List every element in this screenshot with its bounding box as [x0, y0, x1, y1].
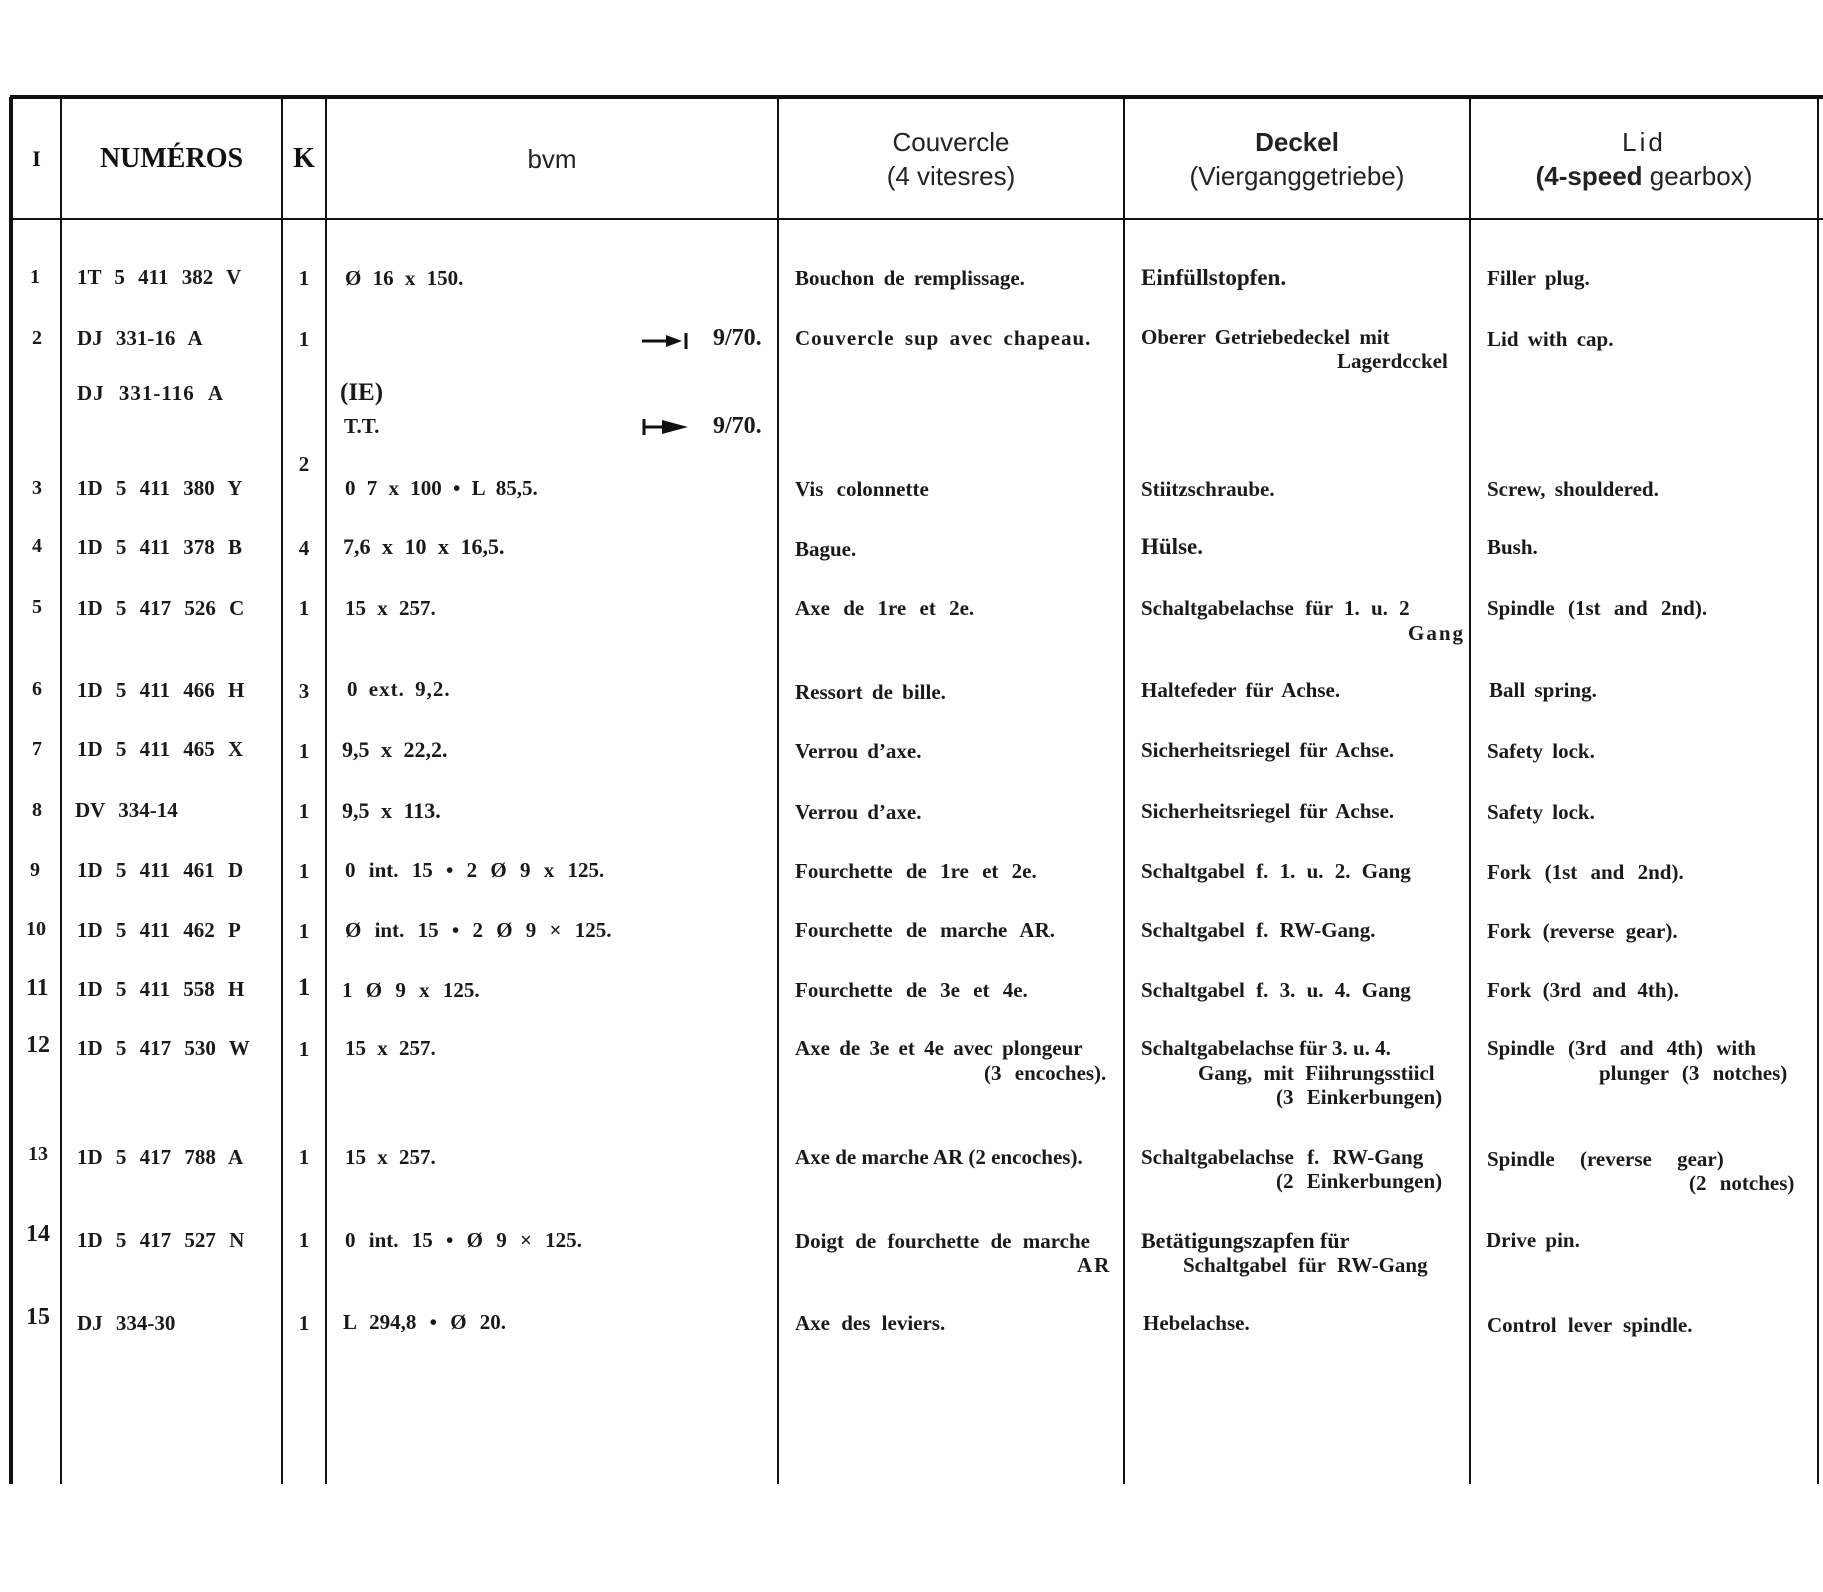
row-part-number: 1D 5 417 527 N — [77, 1228, 245, 1252]
row-desc-de: Betätigungszapfen für — [1141, 1228, 1350, 1253]
row-desc-de: Sicherheitsriegel für Achse. — [1141, 738, 1395, 762]
row-part-number: 1D 5 417 530 W — [77, 1036, 250, 1060]
row-desc-de: Einfüllstopfen. — [1141, 265, 1287, 290]
arrow-start-icon — [642, 419, 690, 440]
row-spec: 0 ext. 9,2. — [347, 677, 451, 701]
row-desc-fr: Fourchette de marche AR. — [795, 918, 1056, 942]
row-part-number: 1D 5 411 378 B — [77, 535, 243, 559]
row-spec: 1 Ø 9 x 125. — [342, 978, 480, 1002]
row-desc-fr: Axe des leviers. — [795, 1311, 946, 1335]
row-desc-fr: Vis colonnette — [795, 477, 929, 501]
arrow-date-label: 9/70. — [713, 325, 762, 351]
row-desc-de-line2: Gang — [1408, 621, 1466, 645]
row-desc-fr-line2: (3 encoches). — [984, 1061, 1107, 1085]
row-index: 6 — [32, 678, 42, 700]
row-desc-en: Spindle (reverse gear) — [1487, 1147, 1724, 1171]
row-index: 7 — [32, 738, 42, 760]
row-desc-de-line2: Lagerdcckel — [1337, 349, 1448, 373]
row-quantity: 1 — [298, 596, 310, 620]
col-divider — [60, 97, 62, 1484]
header-french-title: Couvercle — [892, 126, 1010, 157]
row-quantity: 1 — [298, 919, 310, 943]
row-part-number: 1D 5 417 788 A — [77, 1145, 244, 1169]
row-spec: 0 int. 15 • 2 Ø 9 x 125. — [345, 858, 605, 882]
header-french — [779, 99, 1123, 218]
row-quantity: 1 — [298, 1228, 310, 1252]
row-desc-de: Schaltgabel f. RW-Gang. — [1141, 918, 1376, 942]
row-index: 14 — [26, 1221, 50, 1247]
row-quantity: 1 — [297, 974, 311, 1001]
row-index: 1 — [30, 266, 40, 288]
header-english-title: Lid — [1622, 126, 1666, 157]
row-desc-fr: Fourchette de 1re et 2e. — [795, 859, 1037, 883]
arrow-stop-icon — [642, 333, 690, 354]
row-desc-fr: Bague. — [795, 537, 857, 561]
row-spec: Ø int. 15 • 2 Ø 9 × 125. — [345, 918, 612, 942]
row-part-number: 1D 5 411 558 H — [77, 977, 245, 1001]
row-part-number: DJ 331-116 A — [77, 381, 225, 405]
row-part-number: DJ 334-30 — [77, 1311, 176, 1335]
row-desc-fr: Axe de 3e et 4e avec plongeur — [795, 1036, 1083, 1060]
row-part-number: 1D 5 411 380 Y — [77, 476, 243, 500]
row-spec: 0 7 x 100 • L 85,5. — [345, 476, 538, 500]
row-part-number: DJ 331-16 A — [77, 326, 203, 350]
row-part-number: 1T 5 411 382 V — [77, 265, 242, 289]
header-english-sub-rest: gearbox) — [1649, 160, 1753, 191]
row-desc-fr: Verrou d’axe. — [795, 739, 922, 763]
row-quantity: 1 — [298, 327, 310, 351]
row-spec: 9,5 x 113. — [342, 798, 441, 823]
row-desc-de-line2: (2 Einkerbungen) — [1276, 1169, 1443, 1193]
row-desc-en: Fork (1st and 2nd). — [1487, 860, 1684, 884]
row-desc-en: Safety lock. — [1487, 800, 1595, 824]
row-desc-en-line2: plunger (3 notches) — [1599, 1061, 1788, 1085]
row-desc-de: Schaltgabelachse für 1. u. 2 — [1141, 596, 1410, 620]
row-desc-fr: Bouchon de remplissage. — [795, 266, 1025, 290]
row-index: 9 — [30, 859, 40, 881]
row-spec: (IE) — [340, 379, 384, 406]
row-desc-de: Schaltgabel f. 1. u. 2. Gang — [1141, 859, 1411, 883]
row-index: 3 — [32, 477, 42, 499]
header-numeros: NUMÉROS — [99, 142, 244, 174]
row-desc-de: Schaltgabel f. 3. u. 4. Gang — [1141, 978, 1411, 1002]
row-part-number: 1D 5 411 462 P — [77, 918, 241, 942]
row-quantity: 4 — [298, 536, 310, 560]
row-spec: 9,5 x 22,2. — [342, 737, 448, 762]
row-index: 12 — [26, 1032, 50, 1058]
header-english — [1471, 99, 1817, 218]
row-desc-fr: Ressort de bille. — [795, 680, 946, 704]
row-desc-fr: Axe de 1re et 2e. — [795, 596, 975, 620]
row-part-number: 1D 5 411 465 X — [77, 737, 244, 761]
header-german-sub: (Vierganggetriebe) — [1189, 160, 1405, 191]
row-desc-de-line3: (3 Einkerbungen) — [1276, 1085, 1443, 1109]
row-index: 5 — [32, 596, 42, 618]
row-desc-de: Hülse. — [1141, 534, 1203, 559]
header-french-sub: (4 vitesres) — [886, 160, 1016, 191]
col-divider — [1123, 97, 1125, 1484]
row-quantity: 1 — [298, 1037, 310, 1061]
row-desc-en: Fork (reverse gear). — [1487, 919, 1678, 943]
header-index: I — [32, 145, 41, 171]
row-desc-en: Control lever spindle. — [1487, 1313, 1693, 1337]
row-spec: 15 x 257. — [345, 1145, 436, 1169]
row-desc-de: Stiitzschraube. — [1141, 477, 1275, 501]
row-index: 11 — [26, 975, 49, 1001]
row-desc-de: Hebelachse. — [1143, 1311, 1250, 1335]
row-spec: 15 x 257. — [345, 1036, 436, 1060]
col-divider — [281, 97, 283, 1484]
header-k: K — [293, 142, 315, 174]
row-desc-fr: Verrou d’axe. — [795, 800, 922, 824]
row-spec: 0 int. 15 • Ø 9 × 125. — [345, 1228, 582, 1252]
row-index: 13 — [28, 1143, 48, 1165]
row-index: 10 — [26, 918, 46, 940]
col-divider — [1817, 97, 1819, 1484]
row-index: 15 — [26, 1304, 50, 1330]
row-desc-de: Schaltgabelachse f. RW-Gang — [1141, 1145, 1424, 1169]
row-quantity: 1 — [298, 1311, 310, 1335]
row-spec: Ø 16 x 150. — [345, 266, 464, 290]
row-desc-fr: Couvercle sup avec chapeau. — [795, 326, 1092, 350]
row-desc-de: Sicherheitsriegel für Achse. — [1141, 799, 1395, 823]
row-desc-en: Spindle (3rd and 4th) with — [1487, 1036, 1756, 1060]
row-desc-en: Filler plug. — [1487, 266, 1590, 290]
row-quantity: 2 — [298, 452, 310, 476]
header-english-sub-bold: (4-speed — [1535, 160, 1643, 191]
col-divider — [1469, 97, 1471, 1484]
row-index: 2 — [32, 327, 42, 349]
row-desc-fr: Axe de marche AR (2 encoches). — [795, 1145, 1083, 1169]
header-english-sub — [1536, 159, 1753, 193]
row-part-number: 1D 5 411 461 D — [77, 858, 244, 882]
header-rule — [12, 218, 1823, 220]
row-desc-en: Bush. — [1487, 535, 1538, 559]
row-quantity: 1 — [298, 859, 310, 883]
row-desc-de-line2: Gang, mit Fiihrungsstiicl — [1198, 1061, 1435, 1085]
row-desc-en: Safety lock. — [1487, 739, 1595, 763]
row-quantity: 1 — [298, 266, 310, 290]
row-spec: L 294,8 • Ø 20. — [343, 1310, 507, 1334]
row-desc-en-line2: (2 notches) — [1689, 1171, 1795, 1195]
row-quantity: 1 — [298, 799, 310, 823]
row-desc-de: Oberer Getriebedeckel mit — [1141, 325, 1390, 349]
row-spec: 7,6 x 10 x 16,5. — [343, 534, 505, 559]
row-desc-de: Schaltgabelachse für 3. u. 4. — [1141, 1036, 1391, 1060]
row-spec-line2: T.T. — [344, 414, 380, 438]
col-divider — [777, 97, 779, 1484]
row-quantity: 3 — [298, 679, 310, 703]
row-desc-en: Screw, shouldered. — [1487, 477, 1659, 501]
row-part-number: 1D 5 417 526 C — [77, 596, 245, 620]
header-german — [1125, 99, 1469, 218]
col-divider — [325, 97, 327, 1484]
arrow-date-label: 9/70. — [713, 413, 762, 439]
left-border — [9, 97, 13, 1484]
row-desc-en: Spindle (1st and 2nd). — [1487, 596, 1708, 620]
header-bvm: bvm — [527, 143, 577, 174]
row-desc-fr-line2: AR — [1077, 1253, 1112, 1277]
row-desc-en: Lid with cap. — [1487, 327, 1614, 351]
row-desc-en: Fork (3rd and 4th). — [1487, 978, 1679, 1002]
row-index: 4 — [32, 535, 42, 557]
row-part-number: DV 334-14 — [75, 798, 178, 822]
row-quantity: 1 — [298, 739, 310, 763]
row-desc-fr: Doigt de fourchette de marche — [795, 1229, 1090, 1253]
row-part-number: 1D 5 411 466 H — [77, 678, 245, 702]
row-index: 8 — [32, 799, 42, 821]
row-desc-fr: Fourchette de 3e et 4e. — [795, 978, 1028, 1002]
header-german-title: Deckel — [1255, 126, 1339, 157]
row-desc-en: Drive pin. — [1486, 1228, 1580, 1252]
row-desc-en: Ball spring. — [1489, 678, 1597, 702]
row-quantity: 1 — [298, 1145, 310, 1169]
row-spec: 15 x 257. — [345, 596, 436, 620]
row-desc-de-line2: Schaltgabel für RW-Gang — [1183, 1253, 1428, 1277]
row-desc-de: Haltefeder für Achse. — [1141, 678, 1341, 702]
